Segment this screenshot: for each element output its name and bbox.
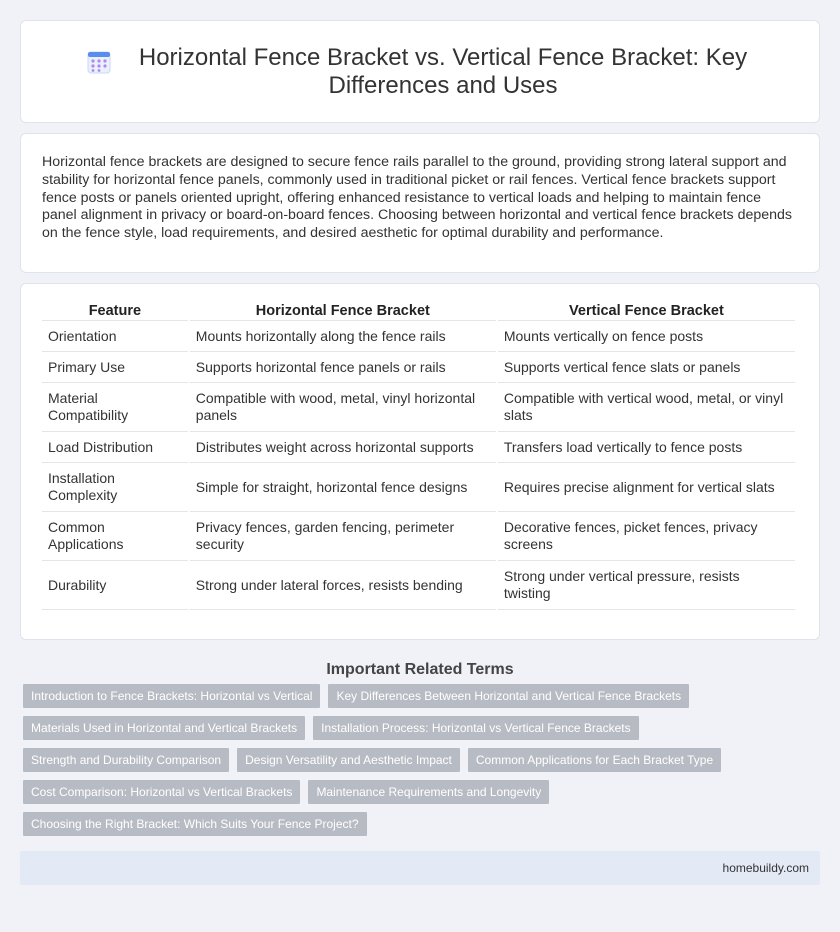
table-row (42, 512, 795, 561)
related-terms-section (0, 660, 840, 844)
feature-cell: Installation Complexity (42, 463, 188, 512)
vertical-cell: Requires precise alignment for vertical slats (498, 463, 795, 512)
vertical-cell: Transfers load vertically to fence posts (498, 432, 795, 463)
related-tag[interactable]: Choosing the Right Bracket: Which Suits Your Fence Project? (23, 812, 367, 836)
horizontal-cell: Mounts horizontally along the fence rails (190, 321, 496, 352)
column-header-feature: Feature (42, 302, 188, 321)
calendar-grid-icon (87, 50, 111, 74)
vertical-cell: Compatible with vertical wood, metal, or vinyl slats (498, 383, 795, 432)
footer (20, 851, 820, 885)
related-tag[interactable]: Installation Process: Horizontal vs Vertical Fence Brackets (313, 716, 638, 740)
vertical-cell: Mounts vertically on fence posts (498, 321, 795, 352)
horizontal-cell: Privacy fences, garden fencing, perimeter security (190, 512, 496, 561)
horizontal-cell: Compatible with wood, metal, vinyl horizontal panels (190, 383, 496, 432)
table-row (42, 561, 795, 610)
column-header-vertical: Vertical Fence Bracket (498, 302, 795, 321)
comparison-card (20, 283, 820, 640)
page-title: Horizontal Fence Bracket vs. Vertical Fence Bracket: Key Differences and Uses (138, 43, 748, 99)
feature-cell: Orientation (42, 321, 188, 352)
horizontal-cell: Strong under lateral forces, resists bending (190, 561, 496, 610)
related-tag[interactable]: Common Applications for Each Bracket Type (468, 748, 721, 772)
related-tag[interactable]: Strength and Durability Comparison (23, 748, 229, 772)
horizontal-cell: Simple for straight, horizontal fence designs (190, 463, 496, 512)
horizontal-cell: Distributes weight across horizontal supports (190, 432, 496, 463)
comparison-table (40, 302, 797, 610)
table-header-row (42, 302, 795, 321)
intro-card (20, 133, 820, 273)
header (87, 44, 753, 100)
header-card (20, 20, 820, 123)
feature-cell: Primary Use (42, 352, 188, 383)
related-tags (20, 684, 820, 844)
related-terms-title: Important Related Terms (326, 661, 514, 678)
feature-cell: Durability (42, 561, 188, 610)
feature-cell: Material Compatibility (42, 383, 188, 432)
related-tag[interactable]: Cost Comparison: Horizontal vs Vertical Brackets (23, 780, 300, 804)
vertical-cell: Decorative fences, picket fences, privacy screens (498, 512, 795, 561)
related-tag[interactable]: Introduction to Fence Brackets: Horizontal vs Vertical (23, 684, 320, 708)
vertical-cell: Strong under vertical pressure, resists twisting (498, 561, 795, 610)
feature-cell: Load Distribution (42, 432, 188, 463)
related-tag[interactable]: Key Differences Between Horizontal and Vertical Fence Brackets (328, 684, 689, 708)
table-row (42, 352, 795, 383)
table-row (42, 383, 795, 432)
footer-site-link[interactable]: homebuildy.com (722, 861, 809, 875)
table-row (42, 321, 795, 352)
vertical-cell: Supports vertical fence slats or panels (498, 352, 795, 383)
table-row (42, 463, 795, 512)
related-tag[interactable]: Maintenance Requirements and Longevity (308, 780, 549, 804)
horizontal-cell: Supports horizontal fence panels or rails (190, 352, 496, 383)
feature-cell: Common Applications (42, 512, 188, 561)
related-tag[interactable]: Design Versatility and Aesthetic Impact (237, 748, 460, 772)
table-row (42, 432, 795, 463)
intro-paragraph: Horizontal fence brackets are designed to secure fence rails parallel to the ground, providing strong lateral support and stability for horizontal fence panels, commonly used in traditional picket or rail fences. Vertical fence brackets support fence posts or panels oriented upright, offering enhanced resistance to vertical loads and helping to maintain fence panel alignment in privacy or board-on-board fences. Choosing between horizontal and vertical fence brackets depends on the fence style, load requirements, and desired aesthetic for optimal durability and performance. (42, 154, 793, 242)
column-header-horizontal: Horizontal Fence Bracket (190, 302, 496, 321)
related-tag[interactable]: Materials Used in Horizontal and Vertical Brackets (23, 716, 305, 740)
